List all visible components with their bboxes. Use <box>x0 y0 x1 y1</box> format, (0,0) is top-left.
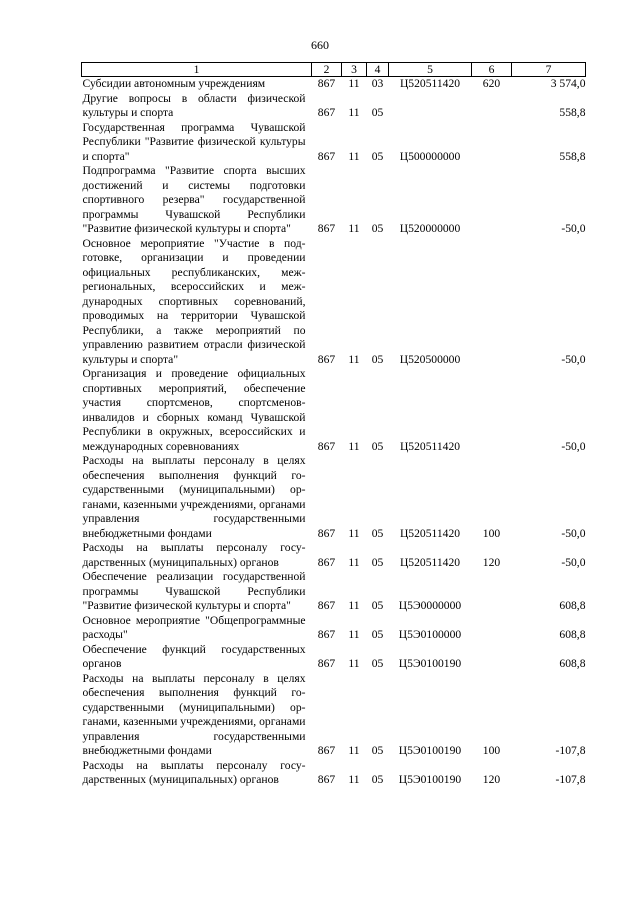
row-expense-type <box>472 237 512 368</box>
row-name: Обеспечение реализации государственной программы Чувашской Республики "Развитие физической культуры и спорта" <box>82 570 306 612</box>
header-col-1: 1 <box>82 63 312 77</box>
table-row <box>82 570 586 614</box>
row-amount: 608,8 <box>559 628 586 641</box>
row-subsection: 05 <box>371 352 384 366</box>
row-expense-type <box>472 164 512 237</box>
row-name: Основное мероприятие "Общепрограммные расходы" <box>82 613 306 641</box>
row-amount: 3 574,0 <box>550 77 586 90</box>
row-name: Расходы на выплаты персоналу государственных (муниципальных) органов <box>82 541 306 569</box>
row-target-article: Ц5Э0000000 <box>398 599 462 612</box>
row-ministry-code: 867 <box>317 526 336 540</box>
row-target-article: Ц520000000 <box>399 222 461 235</box>
row-name: Расходы на выплаты персоналу в целях обеспечения выполнения функций государственными (муниципальными) органами, казенными учреждениями, органами управления государственными внебюджетными фондами <box>82 671 306 757</box>
row-ministry-code: 867 <box>317 744 336 757</box>
row-name: Обеспечение функций государственных органов <box>82 642 306 670</box>
row-section: 11 <box>348 106 360 119</box>
row-expense-type <box>472 643 512 672</box>
row-section: 11 <box>348 744 360 757</box>
row-section: 11 <box>348 526 360 540</box>
table-row <box>82 77 586 92</box>
row-target-article: Ц520511420 <box>399 526 461 540</box>
row-amount: -107,8 <box>555 744 586 757</box>
row-ministry-code: 867 <box>317 149 336 163</box>
header-col-5: 5 <box>389 63 472 77</box>
row-amount: -50,0 <box>561 439 586 453</box>
row-amount: -50,0 <box>561 352 586 366</box>
header-col-2: 2 <box>312 63 342 77</box>
row-subsection: 05 <box>371 628 384 641</box>
table-row <box>82 237 586 368</box>
row-subsection: 05 <box>371 599 384 612</box>
row-section: 11 <box>348 657 360 670</box>
row-target-article: Ц500000000 <box>399 149 461 163</box>
row-subsection: 05 <box>371 439 384 453</box>
row-subsection: 03 <box>371 77 384 90</box>
header-col-7: 7 <box>512 63 586 77</box>
row-subsection: 05 <box>371 106 384 119</box>
table-body <box>82 77 586 788</box>
row-name: Субсидии автономным учреждениям <box>82 77 266 90</box>
row-expense-type <box>472 92 512 121</box>
row-section: 11 <box>348 352 360 366</box>
row-expense-type <box>472 367 512 454</box>
header-col-6: 6 <box>472 63 512 77</box>
row-expense-type <box>472 570 512 614</box>
row-target-article: Ц520500000 <box>399 352 461 366</box>
row-name: Расходы на выплаты персоналу государственных (муниципальных) органов <box>82 758 306 786</box>
row-amount: -50,0 <box>561 222 586 235</box>
row-subsection: 05 <box>371 222 384 235</box>
table-row <box>82 759 586 788</box>
row-section: 11 <box>348 149 360 163</box>
row-name: Другие вопросы в области физической культуры и спорта <box>82 91 306 119</box>
table-row <box>82 454 586 541</box>
row-expense-type <box>472 614 512 643</box>
row-amount: -107,8 <box>555 773 586 786</box>
row-target-article: Ц520511420 <box>399 77 461 90</box>
table-row <box>82 614 586 643</box>
row-amount: -50,0 <box>561 555 586 569</box>
row-amount: 558,8 <box>559 149 586 163</box>
header-col-4: 4 <box>367 63 389 77</box>
row-ministry-code: 867 <box>317 773 336 786</box>
row-target-article: Ц5Э0100190 <box>398 657 462 670</box>
header-col-3: 3 <box>342 63 367 77</box>
row-target-article: Ц5Э0100000 <box>398 628 462 641</box>
table-row <box>82 672 586 759</box>
row-ministry-code: 867 <box>317 439 336 453</box>
row-target-article: Ц5Э0100190 <box>398 744 462 757</box>
row-amount: 558,8 <box>559 106 586 119</box>
row-expense-type: 100 <box>482 744 501 757</box>
table-row <box>82 643 586 672</box>
row-amount: 608,8 <box>559 599 586 612</box>
row-expense-type: 100 <box>482 526 501 540</box>
row-ministry-code: 867 <box>317 106 336 119</box>
row-section: 11 <box>348 628 360 641</box>
row-expense-type <box>472 121 512 165</box>
row-section: 11 <box>348 555 360 569</box>
row-expense-type: 620 <box>482 77 501 90</box>
row-ministry-code: 867 <box>317 657 336 670</box>
row-subsection: 05 <box>371 526 384 540</box>
row-ministry-code: 867 <box>317 599 336 612</box>
row-target-article: Ц5Э0100190 <box>398 773 462 786</box>
table-row <box>82 367 586 454</box>
row-subsection: 05 <box>371 149 384 163</box>
row-name: Расходы на выплаты персоналу в целях обеспечения выполнения функций государственными (муниципальными) органами, казенными учреждениями, органами управления государственными внебюджетными фондами <box>82 454 306 540</box>
row-ministry-code: 867 <box>317 77 336 90</box>
row-amount: 608,8 <box>559 657 586 670</box>
row-ministry-code: 867 <box>317 352 336 366</box>
row-ministry-code: 867 <box>317 222 336 235</box>
table-row <box>82 541 586 570</box>
table-row <box>82 121 586 165</box>
header-row <box>82 63 586 77</box>
row-target-article: Ц520511420 <box>399 555 461 569</box>
row-section: 11 <box>348 77 360 90</box>
row-ministry-code: 867 <box>317 628 336 641</box>
row-expense-type: 120 <box>482 555 501 569</box>
row-subsection: 05 <box>371 657 384 670</box>
row-subsection: 05 <box>371 744 384 757</box>
row-target-article <box>389 92 472 121</box>
row-section: 11 <box>348 773 360 786</box>
table-row <box>82 164 586 237</box>
row-section: 11 <box>348 599 360 612</box>
row-ministry-code: 867 <box>317 555 336 569</box>
table-header <box>82 63 586 77</box>
row-section: 11 <box>348 439 360 453</box>
row-section: 11 <box>348 222 360 235</box>
row-amount: -50,0 <box>561 526 586 540</box>
row-name: Основное мероприятие "Участие в подготовке, организации и проведении официальных республиканских, межрегиональных, всероссийских и международных спортивных соревнований, проводимых на территории Чувашской Республики, а также мероприятий по управлению развитием отрасли физической культуры и спорта" <box>82 236 306 366</box>
row-name: Государственная программа Чувашской Республики "Развитие физической культуры и спорта" <box>82 120 306 163</box>
table-row <box>82 92 586 121</box>
row-subsection: 05 <box>371 773 384 786</box>
row-target-article: Ц520511420 <box>399 439 461 453</box>
budget-table <box>81 62 586 788</box>
row-name: Подпрограмма "Развитие спорта высших достижений и системы подготовки спортивного резерва" государственной программы Чувашской Республики "Развитие физической культуры и спорта" <box>82 164 306 235</box>
row-subsection: 05 <box>371 555 384 569</box>
row-expense-type: 120 <box>482 773 501 786</box>
page-number: 660 <box>311 38 329 52</box>
row-name: Организация и проведение официальных спортивных мероприятий, обеспечение участия спортсменов, спортсменов-инвалидов и сборных команд Чувашской Республики в окружных, всероссийских и международных соревнованиях <box>82 367 306 453</box>
